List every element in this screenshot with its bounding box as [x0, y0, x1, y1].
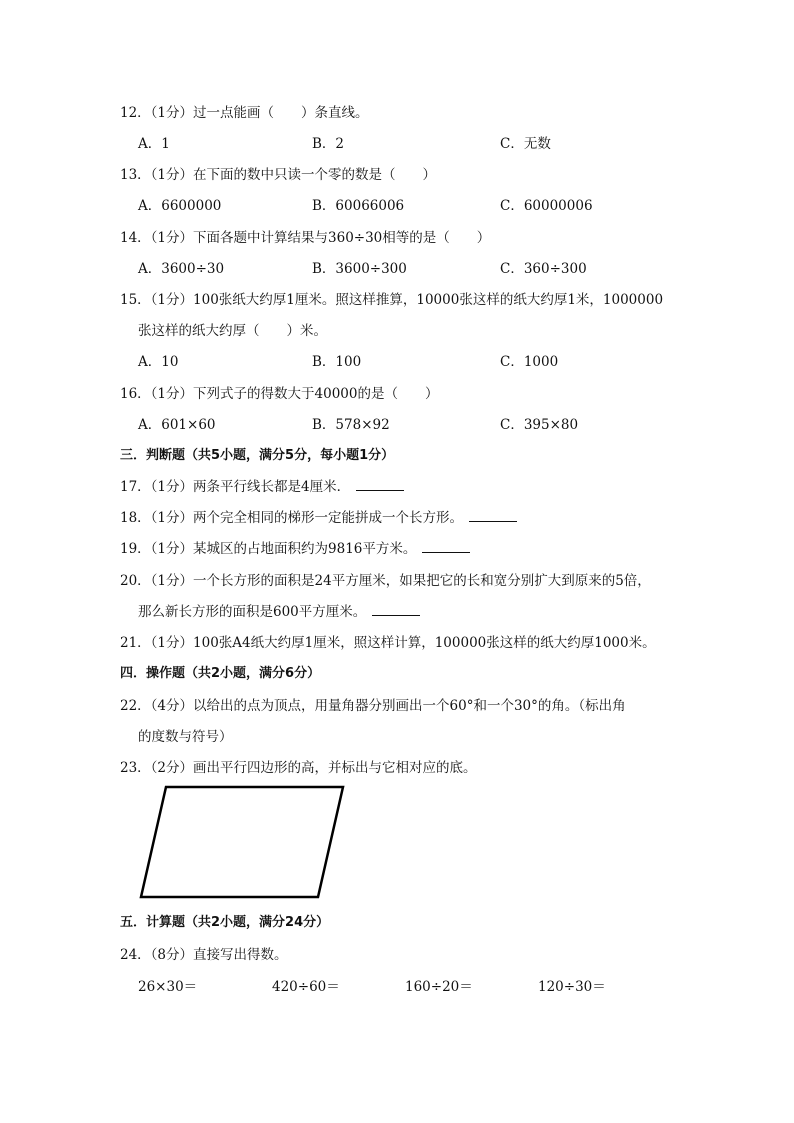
q13-option-b: B．60066006	[312, 198, 405, 214]
q17-text: 17．（1分）两条平行线长都是4厘米．	[120, 479, 351, 495]
q17-row	[120, 478, 404, 496]
q15-option-b: B．100	[312, 354, 362, 370]
calc-item-1: 26×30＝	[138, 979, 198, 995]
q13-stem: 13．（1分）在下面的数中只读一个零的数是（ ）	[120, 167, 437, 183]
calc-item-3: 160÷20＝	[405, 979, 473, 995]
q20-answer-blank[interactable]	[372, 603, 420, 616]
q13-option-a: A．6600000	[138, 198, 222, 214]
q19-row	[120, 540, 470, 558]
q19-answer-blank[interactable]	[422, 540, 470, 553]
q20-line1: 20．（1分）一个长方形的面积是24平方厘米，如果把它的长和宽分别扩大到原来的5倍，	[120, 573, 651, 589]
q12-option-b: B．2	[312, 136, 345, 152]
q12-option-a: A．1	[138, 136, 170, 152]
q19-text: 19．（1分）某城区的占地面积约为9816平方米。	[120, 541, 417, 557]
q18-row	[120, 509, 517, 527]
q16-option-a: A．601×60	[138, 417, 216, 433]
q17-answer-blank[interactable]	[356, 478, 404, 491]
q18-answer-blank[interactable]	[469, 509, 517, 522]
q12-option-c: C．无数	[500, 136, 551, 152]
q15-option-c: C．1000	[500, 354, 559, 370]
q12-stem: 12．（1分）过一点能画（ ）条直线。	[120, 105, 369, 121]
q15-stem-line2: 张这样的纸大约厚（ ）米。	[138, 323, 327, 339]
q14-option-b: B．3600÷300	[312, 261, 407, 277]
q22-line1: 22．（4分）以给出的点为顶点，用量角器分别画出一个60°和一个30°的角。（标出角	[120, 698, 626, 714]
q14-option-c: C．360÷300	[500, 261, 587, 277]
q15-stem-line1: 15．（1分）100张纸大约厚1厘米。照这样推算，10000张这样的纸大约厚1米，1000000	[120, 292, 664, 308]
calc-item-2: 420÷60＝	[272, 979, 340, 995]
q14-stem: 14．（1分）下面各题中计算结果与360÷30相等的是（ ）	[120, 230, 491, 246]
section-3-heading: 三．判断题（共5小题，满分5分，每小题1分）	[120, 448, 395, 463]
q20-line2: 那么新长方形的面积是600平方厘米。	[138, 604, 367, 620]
q23-text: 23．（2分）画出平行四边形的高，并标出与它相对应的底。	[120, 760, 477, 776]
q16-option-b: B．578×92	[312, 417, 390, 433]
q16-option-c: C．395×80	[500, 417, 579, 433]
section-5-heading: 五．计算题（共2小题，满分24分）	[120, 915, 330, 930]
q24-text: 24．（8分）直接写出得数。	[120, 947, 288, 963]
q13-option-c: C．60000006	[500, 198, 593, 214]
q22-line2: 的度数与符号）	[138, 729, 233, 745]
calc-item-4: 120÷30＝	[538, 979, 606, 995]
q16-stem: 16．（1分）下列式子的得数大于40000的是（ ）	[120, 386, 439, 402]
q20-row2	[138, 603, 420, 621]
section-4-heading: 四．操作题（共2小题，满分6分）	[120, 666, 321, 681]
q15-option-a: A．10	[138, 354, 179, 370]
q14-option-a: A．3600÷30	[138, 261, 225, 277]
q21-text: 21．（1分）100张A4纸大约厚1厘米，照这样计算，100000张这样的纸大约厚1000米。	[120, 635, 656, 651]
parallelogram-figure	[130, 780, 360, 905]
q18-text: 18．（1分）两个完全相同的梯形一定能拼成一个长方形。	[120, 510, 464, 526]
parallelogram-shape	[141, 787, 343, 897]
